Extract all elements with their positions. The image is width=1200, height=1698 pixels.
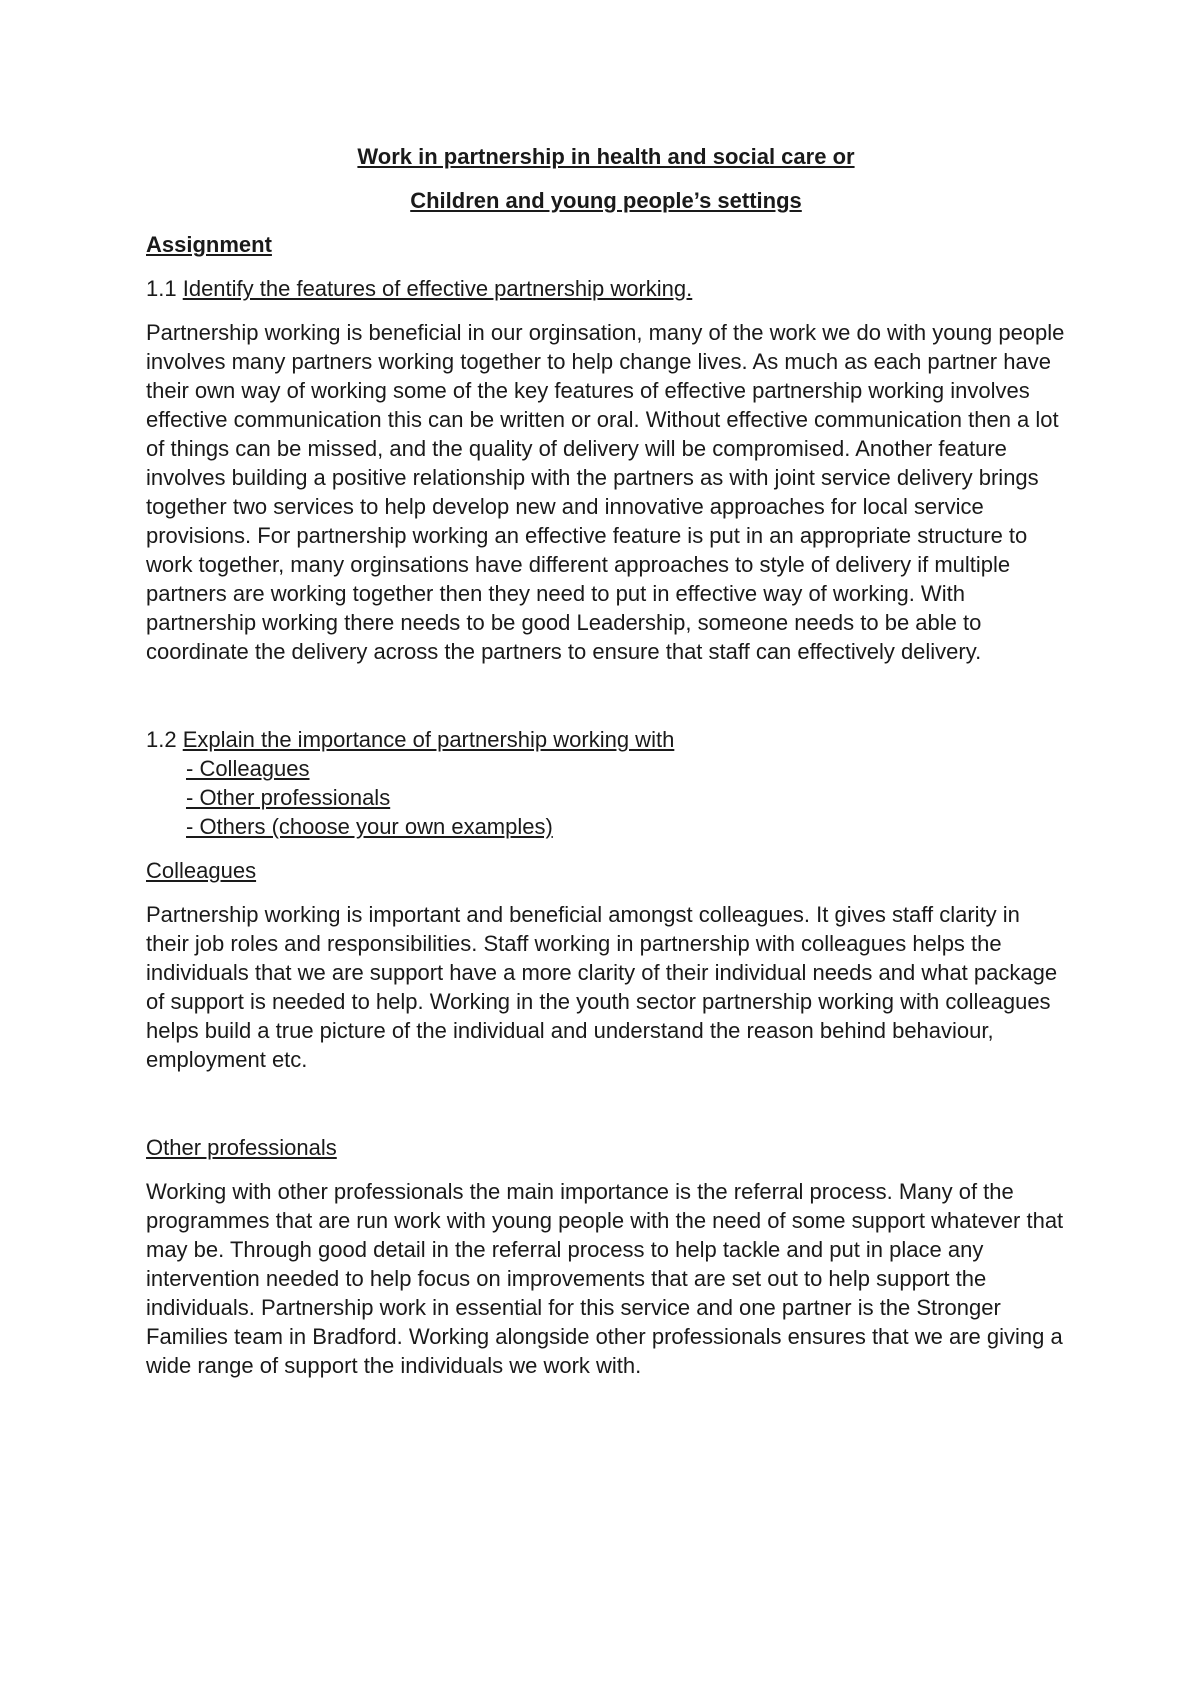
question-1-1-number: 1.1: [146, 276, 177, 301]
question-1-2-text: Explain the importance of partnership working with: [182, 727, 675, 752]
question-1-1-text: Identify the features of effective partnership working.: [182, 276, 693, 301]
list-item: - Other professionals: [186, 785, 391, 810]
blank-line: [146, 666, 1066, 710]
document-title-line-2: Children and young people’s settings: [410, 188, 802, 213]
blank-line: [146, 1074, 1066, 1118]
other-professionals-heading: Other professionals: [146, 1135, 337, 1160]
other-professionals-answer: Working with other professionals the main importance is the referral process. Many of the programmes that are run work with young people with the need of some support whatever that may be. Through good detail in the referral process to help tackle and put in place any intervention needed to help focus on improvements that are set out to help support the individuals. Partnership work in essential for this service and one partner is the Stronger Families team in Bradford. Working alongside other professionals ensures that we are giving a wide range of support the individuals we work with.: [146, 1179, 1064, 1378]
question-1-2-list: [146, 754, 1066, 841]
colleagues-answer: Partnership working is important and beneficial amongst colleagues. It gives staff clarity in their job roles and responsibilities. Staff working in partnership with colleagues helps the individuals that we are support have a more clarity of their individual needs and what package of support is needed to help. Working in the youth sector partnership working with colleagues helps build a true picture of the individual and understand the reason behind behaviour, employment etc.: [146, 902, 1058, 1072]
question-1-1-answer: Partnership working is beneficial in our orginsation, many of the work we do with young people involves many partners working together to help change lives. As much as each partner have their own way of working some of the key features of effective partnership working involves effective communication this can be written or oral. Without effective communication then a lot of things can be missed, and the quality of delivery will be compromised. Another feature involves building a positive relationship with the partners as with joint service delivery brings together two services to help develop new and innovative approaches for local service provisions. For partnership working an effective feature is put in an appropriate structure to work together, many orginsations have different approaches to style of delivery if multiple partners are working together then they need to put in effective way of working. With partnership working there needs to be good Leadership, someone needs to be able to coordinate the delivery across the partners to ensure that staff can effectively delivery.: [146, 320, 1065, 664]
document-title-line-1: Work in partnership in health and social care or: [357, 144, 855, 169]
question-1-1: [146, 274, 1066, 303]
question-1-2-number: 1.2: [146, 727, 177, 752]
list-item: - Colleagues: [186, 756, 310, 781]
question-1-2: [146, 725, 1066, 841]
colleagues-heading: Colleagues: [146, 858, 257, 883]
document-body: [146, 142, 1066, 1380]
assignment-heading: Assignment: [146, 232, 272, 257]
list-item: - Others (choose your own examples): [186, 814, 553, 839]
